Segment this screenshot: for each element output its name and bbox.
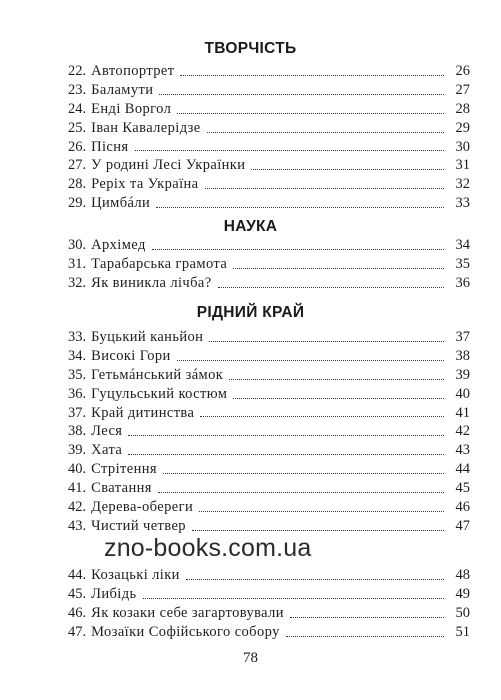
- toc-item: [68, 274, 470, 293]
- toc-item-title: Мозаїки Софійського собору: [91, 623, 280, 640]
- toc-item-title: Цимбáли: [91, 195, 151, 212]
- toc-item-number: 27.: [68, 157, 87, 174]
- toc-item-title: Як козаки себе загартовували: [91, 604, 284, 621]
- toc-item-number: 33.: [68, 329, 87, 345]
- dot-leader: [205, 187, 444, 189]
- toc-item: [68, 156, 470, 175]
- toc-item-number: 42.: [68, 499, 87, 516]
- section-heading-native-land: РІДНИЙ КРАЙ: [196, 304, 305, 321]
- dot-leader: [186, 578, 444, 580]
- toc-item: [68, 422, 470, 441]
- toc-item: [68, 255, 470, 274]
- toc-item-title: Леся: [91, 423, 123, 440]
- toc-item-title: Дерева-обереги: [91, 499, 194, 516]
- dot-leader: [209, 340, 444, 342]
- dot-leader: [143, 597, 444, 599]
- toc-item-number: 35.: [68, 366, 87, 383]
- toc-item-number: 44.: [68, 567, 87, 583]
- toc-item-page: 38: [455, 347, 470, 364]
- toc-item-number: 43.: [68, 517, 87, 534]
- toc-item-number: 28.: [68, 176, 87, 193]
- toc-item-page: 49: [455, 585, 470, 602]
- toc-item-title: Стрітення: [91, 461, 157, 478]
- toc-item-number: 24.: [68, 100, 87, 117]
- toc-item-title: Хата: [91, 442, 123, 459]
- toc-item-number: 31.: [68, 255, 87, 272]
- dot-leader: [286, 635, 444, 637]
- toc-item-page: 45: [455, 480, 470, 497]
- toc-item-page: 47: [455, 517, 470, 534]
- toc-item: [68, 585, 470, 604]
- toc-item-page: 42: [455, 423, 470, 440]
- toc-item-title: Енді Воргол: [91, 100, 172, 117]
- toc-item: [68, 236, 470, 255]
- toc-item-title: Гетьмáнський зáмок: [91, 366, 224, 383]
- dot-leader: [180, 74, 444, 76]
- toc-item-title: Іван Кавалерідзе: [91, 119, 201, 136]
- toc-item-title: Край дитинства: [91, 404, 195, 421]
- toc-item: [68, 175, 470, 194]
- page-number: 78: [243, 650, 258, 666]
- toc-item-page: 28: [455, 100, 470, 117]
- dot-leader: [218, 286, 444, 288]
- toc-item-number: 30.: [68, 237, 87, 253]
- toc-item-number: 40.: [68, 461, 87, 478]
- toc-item-page: 37: [455, 329, 470, 345]
- dot-leader: [158, 491, 444, 493]
- dot-leader: [207, 131, 444, 133]
- toc-item-number: 32.: [68, 274, 87, 291]
- toc-item-page: 31: [455, 157, 470, 174]
- toc-item-page: 29: [455, 119, 470, 136]
- toc-item-number: 34.: [68, 347, 87, 364]
- dot-leader: [163, 472, 444, 474]
- toc-item-number: 22.: [68, 63, 87, 79]
- section-heading-science: НАУКА: [223, 218, 278, 235]
- toc-list-section-four: [68, 566, 470, 642]
- dot-leader: [156, 206, 444, 208]
- toc-item-title: Козацькі ліки: [91, 567, 180, 583]
- toc-item-title: Либідь: [91, 585, 137, 602]
- toc-item: [68, 460, 470, 479]
- watermark-text: zno-books.com.ua: [100, 534, 315, 563]
- toc-item-number: 39.: [68, 442, 87, 459]
- toc-item: [68, 328, 470, 347]
- toc-item-page: 26: [455, 63, 470, 79]
- toc-item-page: 32: [455, 176, 470, 193]
- toc-item-page: 48: [455, 567, 470, 583]
- toc-item: [68, 441, 470, 460]
- dot-leader: [177, 359, 444, 361]
- toc-item-title: Буцький каньйон: [91, 329, 204, 345]
- toc-item-number: 37.: [68, 404, 87, 421]
- toc-item-page: 36: [455, 274, 470, 291]
- toc-item-title: Високі Гори: [91, 347, 171, 364]
- toc-list-creativity: [68, 62, 470, 213]
- toc-item-page: 30: [455, 138, 470, 155]
- toc-item-title: Гуцульський костюм: [91, 385, 228, 402]
- toc-item: [68, 81, 470, 100]
- toc-item-page: 34: [455, 237, 470, 253]
- toc-item: [68, 404, 470, 423]
- dot-leader: [199, 510, 444, 512]
- toc-item: [68, 119, 470, 138]
- dot-leader: [177, 112, 444, 114]
- toc-item-page: 46: [455, 499, 470, 516]
- dot-leader: [128, 453, 444, 455]
- toc-item-number: 29.: [68, 195, 87, 212]
- toc-list-native-land: [68, 328, 470, 536]
- toc-item: [68, 138, 470, 157]
- toc-item: [68, 604, 470, 623]
- toc-item: [68, 566, 470, 585]
- toc-item-title: Баламути: [91, 81, 154, 98]
- toc-item: [68, 479, 470, 498]
- dot-leader: [233, 267, 444, 269]
- toc-item: [68, 517, 470, 536]
- toc-item-page: 43: [455, 442, 470, 459]
- toc-item-page: 50: [455, 604, 470, 621]
- dot-leader: [135, 149, 445, 151]
- dot-leader: [200, 415, 444, 417]
- toc-item-page: 40: [455, 385, 470, 402]
- dot-leader: [159, 93, 444, 95]
- toc-item-number: 47.: [68, 623, 87, 640]
- toc-list-science: [68, 236, 470, 293]
- toc-item-title: У родині Лесі Українки: [91, 157, 246, 174]
- toc-item-title: Як виникла лічба?: [91, 274, 212, 291]
- toc-item: [68, 385, 470, 404]
- dot-leader: [128, 434, 444, 436]
- toc-item: [68, 100, 470, 119]
- toc-item-page: 27: [455, 81, 470, 98]
- toc-item-title: Тарабарська грамота: [91, 255, 228, 272]
- toc-item: [68, 623, 470, 642]
- toc-item-number: 25.: [68, 119, 87, 136]
- toc-item-number: 23.: [68, 81, 87, 98]
- toc-item-number: 41.: [68, 480, 87, 497]
- toc-item-title: Автопортрет: [91, 63, 175, 79]
- toc-item: [68, 347, 470, 366]
- toc-item-number: 36.: [68, 385, 87, 402]
- dot-leader: [152, 248, 444, 250]
- toc-item-number: 45.: [68, 585, 87, 602]
- toc-item-page: 44: [455, 461, 470, 478]
- toc-item-page: 33: [455, 195, 470, 212]
- toc-item-page: 39: [455, 366, 470, 383]
- toc-item-title: Архімед: [91, 237, 146, 253]
- toc-item-number: 46.: [68, 604, 87, 621]
- toc-item-page: 51: [455, 623, 470, 640]
- dot-leader: [251, 168, 444, 170]
- toc-item: [68, 498, 470, 517]
- toc-item-title: Реріх та Україна: [91, 176, 199, 193]
- toc-item-page: 41: [455, 404, 470, 421]
- dot-leader: [192, 529, 444, 531]
- dot-leader: [290, 616, 444, 618]
- toc-item: [68, 62, 470, 81]
- toc-item-title: Пісня: [91, 138, 129, 155]
- toc-item-number: 26.: [68, 138, 87, 155]
- toc-item-number: 38.: [68, 423, 87, 440]
- toc-item: [68, 194, 470, 213]
- section-heading-creativity: ТВОРЧІСТЬ: [204, 40, 297, 57]
- toc-item-page: 35: [455, 255, 470, 272]
- toc-item: [68, 366, 470, 385]
- dot-leader: [233, 397, 444, 399]
- toc-item-title: Сватання: [91, 480, 152, 497]
- toc-item-title: Чистий четвер: [91, 517, 186, 534]
- dot-leader: [229, 378, 444, 380]
